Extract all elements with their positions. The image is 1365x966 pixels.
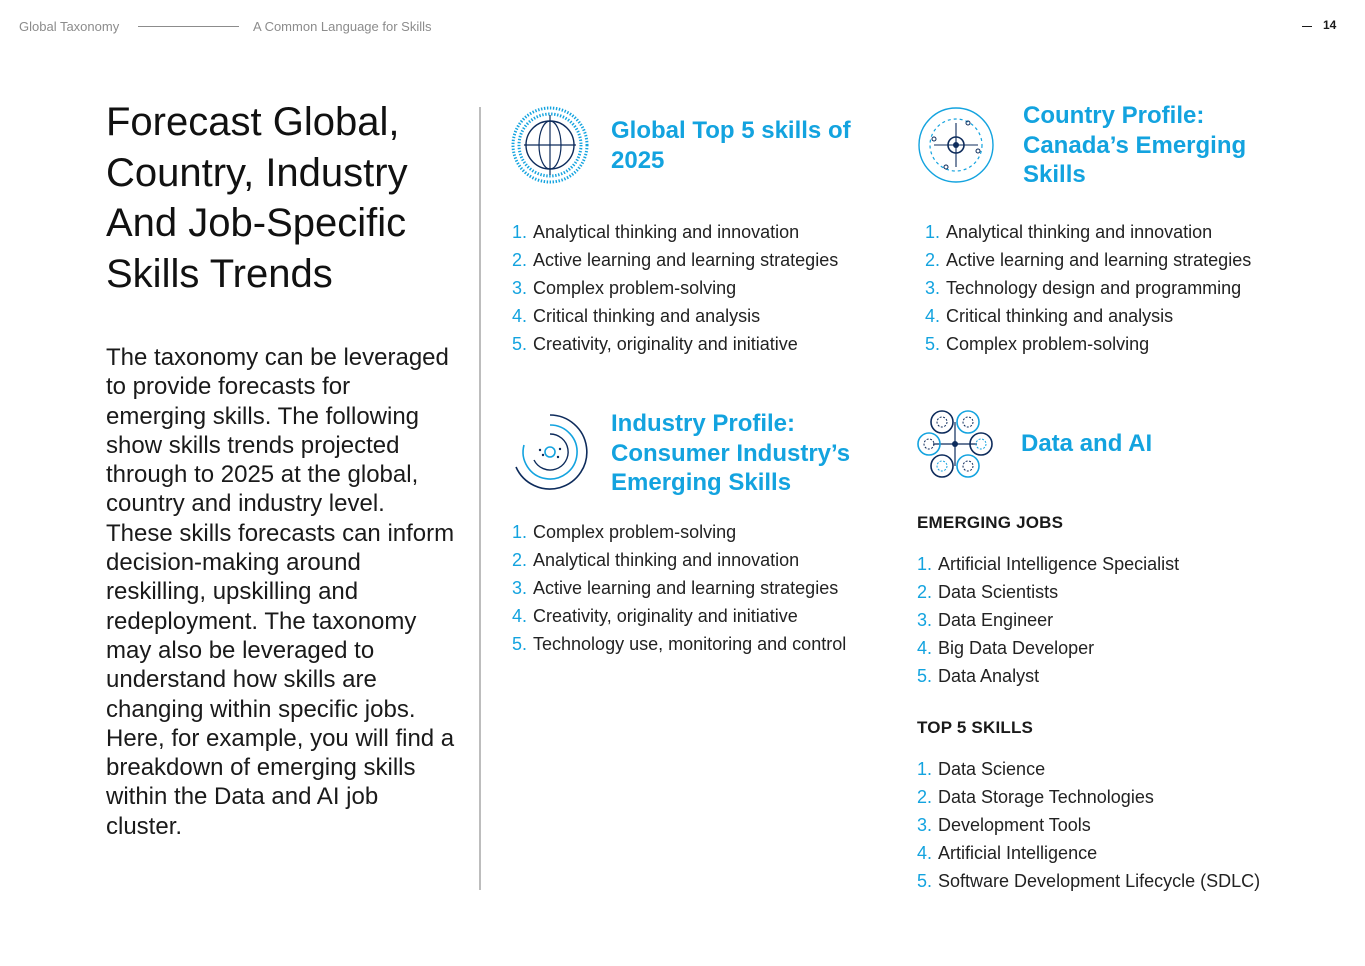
global-section-title: Global Top 5 skills of 2025 [611, 117, 851, 174]
list-item: 3. Development Tools [917, 815, 1091, 835]
list-item: 5. Technology use, monitoring and control [512, 634, 847, 654]
list-item: 5. Software Development Lifecycle (SDLC) [917, 871, 1261, 891]
list-item: 4. Critical thinking and analysis [925, 306, 1174, 326]
list-item: 1. Complex problem-solving [512, 522, 737, 542]
document-title: Global Taxonomy [19, 19, 120, 34]
page-number: 14 [1323, 18, 1337, 32]
list-item: 5. Data Analyst [917, 666, 1040, 686]
list-item: 4. Critical thinking and analysis [512, 306, 761, 326]
list-item: 2. Active learning and learning strategies [925, 250, 1252, 270]
list-item: 4. Big Data Developer [917, 638, 1095, 658]
globe-icon [510, 105, 590, 185]
document-subtitle: A Common Language for Skills [253, 19, 432, 34]
list-item: 2. Data Scientists [917, 582, 1059, 602]
list-item: 2. Analytical thinking and innovation [512, 550, 800, 570]
target-icon [916, 105, 996, 185]
data-ai-section-title: Data and AI [1021, 430, 1153, 457]
page-number-dash [1302, 26, 1312, 27]
list-item: 3. Technology design and programming [925, 278, 1242, 298]
top-skills-list [917, 755, 1260, 895]
industry-section-title: Industry Profile: Consumer Industry’s Emerging Skills [611, 410, 851, 496]
industry-skills-list [512, 518, 846, 658]
emerging-jobs-list [917, 550, 1179, 690]
column-divider [479, 107, 481, 890]
top-skills-heading: TOP 5 SKILLS [917, 718, 1034, 737]
network-icon [915, 404, 995, 484]
list-item: 2. Data Storage Technologies [917, 787, 1154, 807]
country-skills-list [925, 218, 1251, 358]
list-item: 4. Creativity, originality and initiative [512, 606, 798, 626]
country-section-title: Country Profile: Canada’s Emerging Skills [1023, 102, 1247, 188]
emerging-jobs-heading: EMERGING JOBS [917, 513, 1064, 532]
list-item: 1. Analytical thinking and innovation [512, 222, 800, 242]
list-item: 3. Active learning and learning strategies [512, 578, 839, 598]
list-item: 2. Active learning and learning strategies [512, 250, 839, 270]
list-item: 5. Complex problem-solving [925, 334, 1150, 354]
list-item: 3. Data Engineer [917, 610, 1054, 630]
header-divider [138, 26, 239, 27]
page-title: Forecast Global, Country, Industry And Job-Specific Skills Trends [106, 100, 408, 296]
list-item: 5. Creativity, originality and initiative [512, 334, 798, 354]
list-item: 1. Data Science [917, 759, 1046, 779]
list-item: 1. Analytical thinking and innovation [925, 222, 1213, 242]
spiral-icon [510, 412, 590, 492]
intro-paragraph: The taxonomy can be leveraged to provide forecasts for emerging skills. The following show skills trends projected through to 2025 at the global, country and industry level. These skills forecasts can inform decision-making around reskilling, upskilling and redeployment. The taxonomy may also be leveraged to understand how skills are changing within specific jobs. Here, for example, you will find a breakdown of emerging skills within the Data and AI job cluster. [106, 344, 455, 840]
list-item: 4. Artificial Intelligence [917, 843, 1098, 863]
list-item: 1. Artificial Intelligence Specialist [917, 554, 1180, 574]
list-item: 3. Complex problem-solving [512, 278, 737, 298]
global-skills-list [512, 218, 838, 358]
